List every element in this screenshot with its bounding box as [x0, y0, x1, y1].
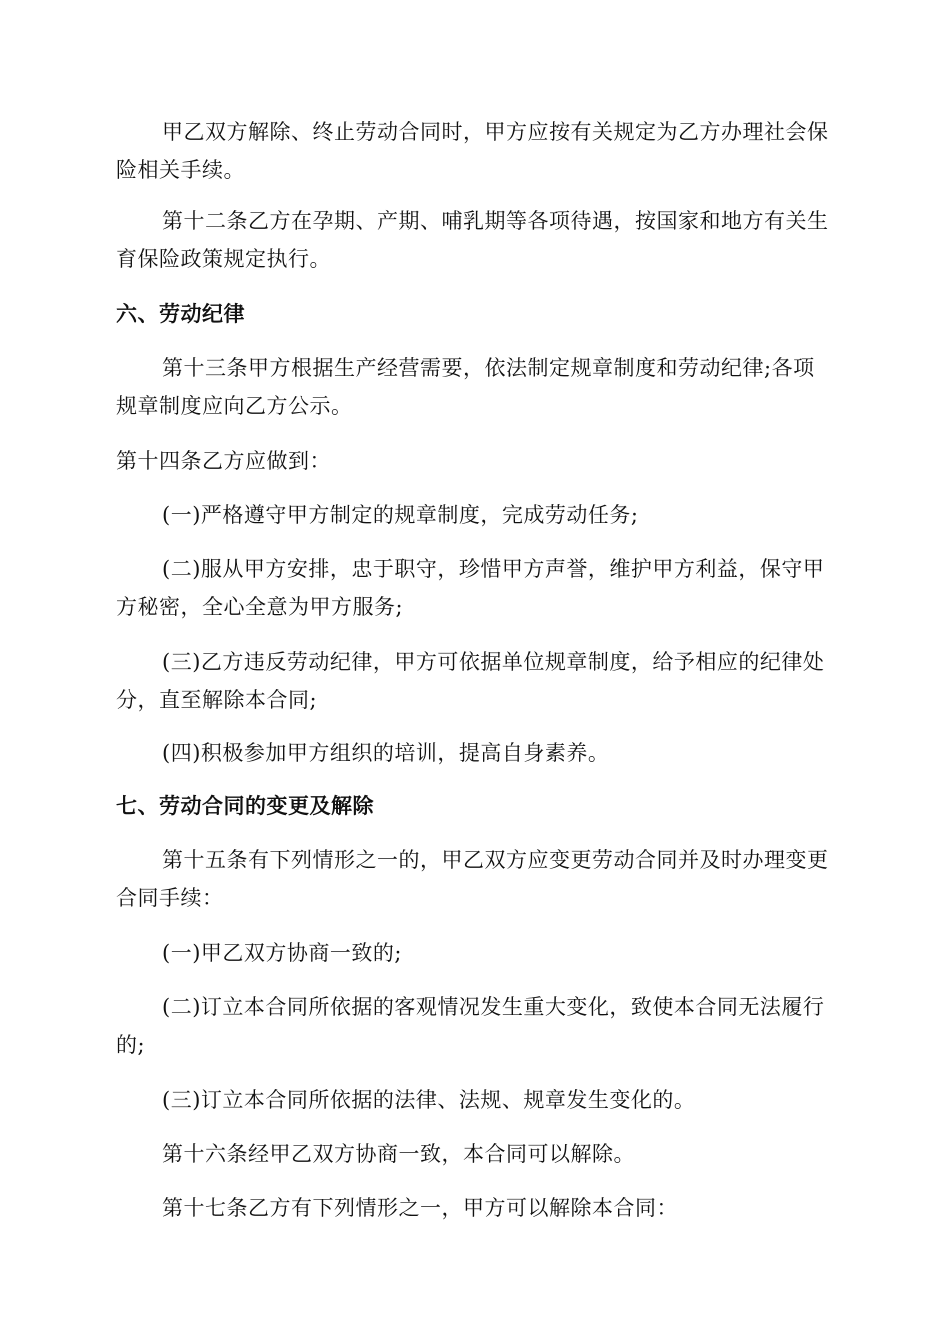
list-item-15-2: (二)订立本合同所依据的客观情况发生重大变化，致使本合同无法履行的; — [116, 995, 825, 1057]
list-item-14-2: (二)服从甲方安排，忠于职守，珍惜甲方声誉，维护甲方利益，保守甲方秘密，全心全意为甲方服务; — [116, 557, 825, 619]
section-heading-labor-discipline: 六、劳动纪律 — [116, 302, 245, 326]
paragraph-article-17: 第十七条乙方有下列情形之一，甲方可以解除本合同： — [162, 1196, 678, 1220]
paragraph-article-15: 第十五条有下列情形之一的，甲乙双方应变更劳动合同并及时办理变更合同手续： — [116, 848, 829, 910]
section-heading-contract-change: 七、劳动合同的变更及解除 — [116, 794, 374, 818]
paragraph-article-13: 第十三条甲方根据生产经营需要，依法制定规章制度和劳动纪律;各项规章制度应向乙方公示。 — [116, 356, 815, 418]
paragraph-article-12: 第十二条乙方在孕期、产期、哺乳期等各项待遇，按国家和地方有关生育保险政策规定执行。 — [116, 209, 829, 271]
list-item-14-3: (三)乙方违反劳动纪律，甲方可依据单位规章制度，给予相应的纪律处分，直至解除本合同; — [116, 650, 825, 712]
list-item-15-3: (三)订立本合同所依据的法律、法规、规章发生变化的。 — [162, 1088, 696, 1112]
list-item-14-4: (四)积极参加甲方组织的培训，提高自身素养。 — [162, 741, 610, 765]
paragraph-article-16: 第十六条经甲乙双方协商一致，本合同可以解除。 — [162, 1142, 635, 1166]
list-item-14-1: (一)严格遵守甲方制定的规章制度，完成劳动任务; — [162, 503, 639, 527]
list-item-15-1: (一)甲乙双方协商一致的; — [162, 941, 402, 965]
paragraph-social-insurance: 甲乙双方解除、终止劳动合同时，甲方应按有关规定为乙方办理社会保险相关手续。 — [116, 120, 829, 182]
paragraph-article-14: 第十四条乙方应做到： — [116, 449, 331, 473]
